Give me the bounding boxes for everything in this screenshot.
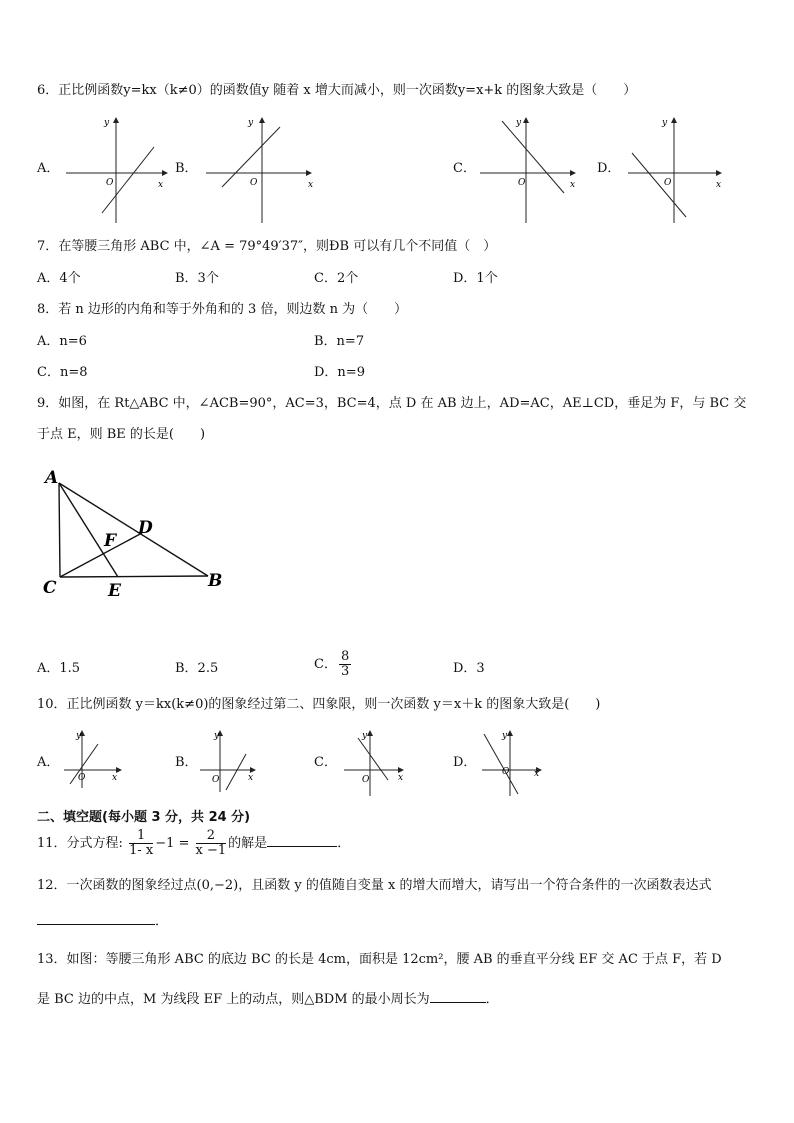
svg-text:x: x	[570, 180, 576, 190]
function-line	[632, 153, 686, 217]
q13-answer-blank[interactable]	[430, 988, 486, 1003]
svg-text:x: x	[534, 769, 540, 779]
q10-option-d-label[interactable]: D．	[453, 755, 477, 770]
question-8-text: 8．若 n 边形的内角和等于外角和的 3 倍，则边数 n 为（ ）	[37, 302, 408, 317]
q8-option-c[interactable]: C．n=8	[37, 365, 88, 380]
svg-text:x: x	[112, 773, 118, 783]
q11-mid: −1 =	[155, 836, 194, 851]
q11-fraction-right: $\frac{2}{x -1}$	[195, 828, 227, 858]
question-11	[37, 829, 350, 859]
svg-text:x: x	[248, 773, 254, 783]
segment-ae	[59, 483, 118, 577]
point-f-label: F	[104, 531, 117, 551]
q10-option-c-graph	[344, 728, 414, 798]
point-c-label: C	[43, 578, 57, 598]
svg-text:y: y	[516, 118, 522, 128]
svg-text:x: x	[398, 773, 404, 783]
q9-option-c-fraction: $\frac{8}{3}$	[340, 649, 350, 679]
svg-text:y: y	[214, 731, 220, 741]
q10-option-a-label[interactable]: A．	[37, 755, 60, 770]
point-a-label: A	[45, 468, 59, 488]
point-e-label: E	[108, 581, 121, 601]
function-line	[502, 121, 564, 193]
segment-cb	[60, 576, 208, 577]
q8-option-a[interactable]: A．n=6	[37, 334, 87, 349]
svg-text:O: O	[78, 773, 86, 783]
question-9-text-line1: 9．如图，在 Rt△ABC 中，∠ACB=90°，AC=3，BC=4，点 D 在 AB 边上，AD=AC，AE⊥CD，垂足为 F，与 BC 交	[37, 396, 747, 411]
q10-option-d-graph	[482, 728, 552, 798]
q6-option-c-label[interactable]: C．	[453, 161, 476, 176]
svg-text:O: O	[502, 767, 510, 777]
svg-text:O: O	[250, 178, 258, 188]
q6-option-b-label[interactable]: B．	[175, 161, 198, 176]
svg-text:O: O	[518, 178, 526, 188]
q12-end: ．	[155, 914, 169, 929]
svg-text:y: y	[248, 118, 254, 128]
q12-answer-line	[37, 910, 168, 931]
q7-option-b[interactable]: B．3个	[175, 271, 219, 286]
segment-ab	[59, 483, 208, 576]
svg-text:O: O	[362, 775, 370, 785]
q10-option-c-label[interactable]: C．	[314, 755, 337, 770]
q11-suffix: 的解是	[228, 836, 268, 851]
q7-option-a[interactable]: A．4个	[37, 271, 81, 286]
question-12-text: 12．一次函数的图象经过点(0,−2)，且函数 y 的值随自变量 x 的增大而增大，请写出一个符合条件的一次函数表达式	[37, 878, 712, 893]
question-6-text: 6．正比例函数y=kx（k≠0）的函数值y 随着 x 增大而减小，则一次函数y=x+k 的图象大致是（ ）	[37, 83, 637, 98]
point-b-label: B	[208, 571, 223, 591]
q6-option-d-label[interactable]: D．	[597, 161, 621, 176]
function-line	[226, 754, 246, 790]
function-line	[484, 734, 518, 794]
q9-option-a[interactable]: A．1.5	[37, 661, 81, 676]
svg-text:x: x	[308, 180, 314, 190]
q11-end: ．	[337, 836, 351, 851]
q7-option-d[interactable]: D．1个	[453, 271, 498, 286]
question-13-text-line2	[37, 988, 499, 1009]
q6-option-a-graph	[66, 117, 176, 227]
q13-end: ．	[485, 992, 499, 1007]
q9-option-c[interactable]	[314, 650, 353, 679]
q11-answer-blank[interactable]	[267, 832, 337, 847]
q11-fraction-left: $\frac{1}{1- x}$	[129, 828, 154, 858]
q8-option-d[interactable]: D．n=9	[314, 365, 365, 380]
x-arrow	[162, 170, 168, 176]
function-line	[358, 738, 388, 780]
y-label: y	[104, 118, 110, 128]
q6-option-d-graph	[628, 117, 738, 227]
svg-text:O: O	[212, 775, 220, 785]
question-10-text: 10．正比例函数 y＝kx(k≠0)的图象经过第二、四象限，则一次函数 y＝x＋k 的图象大致是( )	[37, 697, 601, 712]
question-7-text: 7．在等腰三角形 ABC 中，∠A = 79°49′37″，则ÐB 可以有几个不同值（ ）	[37, 239, 497, 254]
q6-option-a-label[interactable]: A．	[37, 161, 60, 176]
svg-text:y: y	[502, 731, 508, 741]
q10-option-b-label[interactable]: B．	[175, 755, 198, 770]
svg-text:y: y	[662, 118, 668, 128]
q9-option-c-label: C．	[314, 657, 337, 672]
q6-option-b-graph	[206, 117, 316, 227]
point-d-label: D	[138, 518, 153, 538]
section-heading: 二、填空题(每小题 3 分，共 24 分)	[37, 810, 251, 825]
svg-text:y: y	[362, 731, 368, 741]
q11-prefix: 11．分式方程:	[37, 836, 128, 851]
q9-option-b[interactable]: B．2.5	[175, 661, 219, 676]
q9-triangle-figure	[40, 466, 240, 606]
q13-line2-text: 是 BC 边的中点，M 为线段 EF 上的动点，则△BDM 的最小周长为	[37, 992, 430, 1007]
q10-option-a-graph	[64, 728, 134, 788]
q12-answer-blank[interactable]	[37, 910, 155, 925]
svg-text:x: x	[716, 180, 722, 190]
q9-option-d[interactable]: D．3	[453, 661, 485, 676]
segment-cd	[60, 533, 142, 577]
q10-option-b-graph	[200, 728, 270, 788]
svg-text:y: y	[76, 731, 82, 741]
x-label: x	[158, 180, 164, 190]
q8-option-b[interactable]: B．n=7	[314, 334, 365, 349]
question-13-text-line1: 13．如图：等腰三角形 ABC 的底边 BC 的长是 4cm，面积是 12cm²，腰 AB 的垂直平分线 EF 交 AC 于点 F，若 D	[37, 952, 722, 967]
segment-ac	[59, 483, 60, 577]
origin-label: O	[106, 178, 114, 188]
question-9-text-line2: 于点 E，则 BE 的长是( )	[37, 427, 206, 442]
y-arrow	[113, 117, 119, 123]
q7-option-c[interactable]: C．2个	[314, 271, 359, 286]
q6-option-c-graph	[480, 117, 590, 227]
svg-text:O: O	[664, 178, 672, 188]
